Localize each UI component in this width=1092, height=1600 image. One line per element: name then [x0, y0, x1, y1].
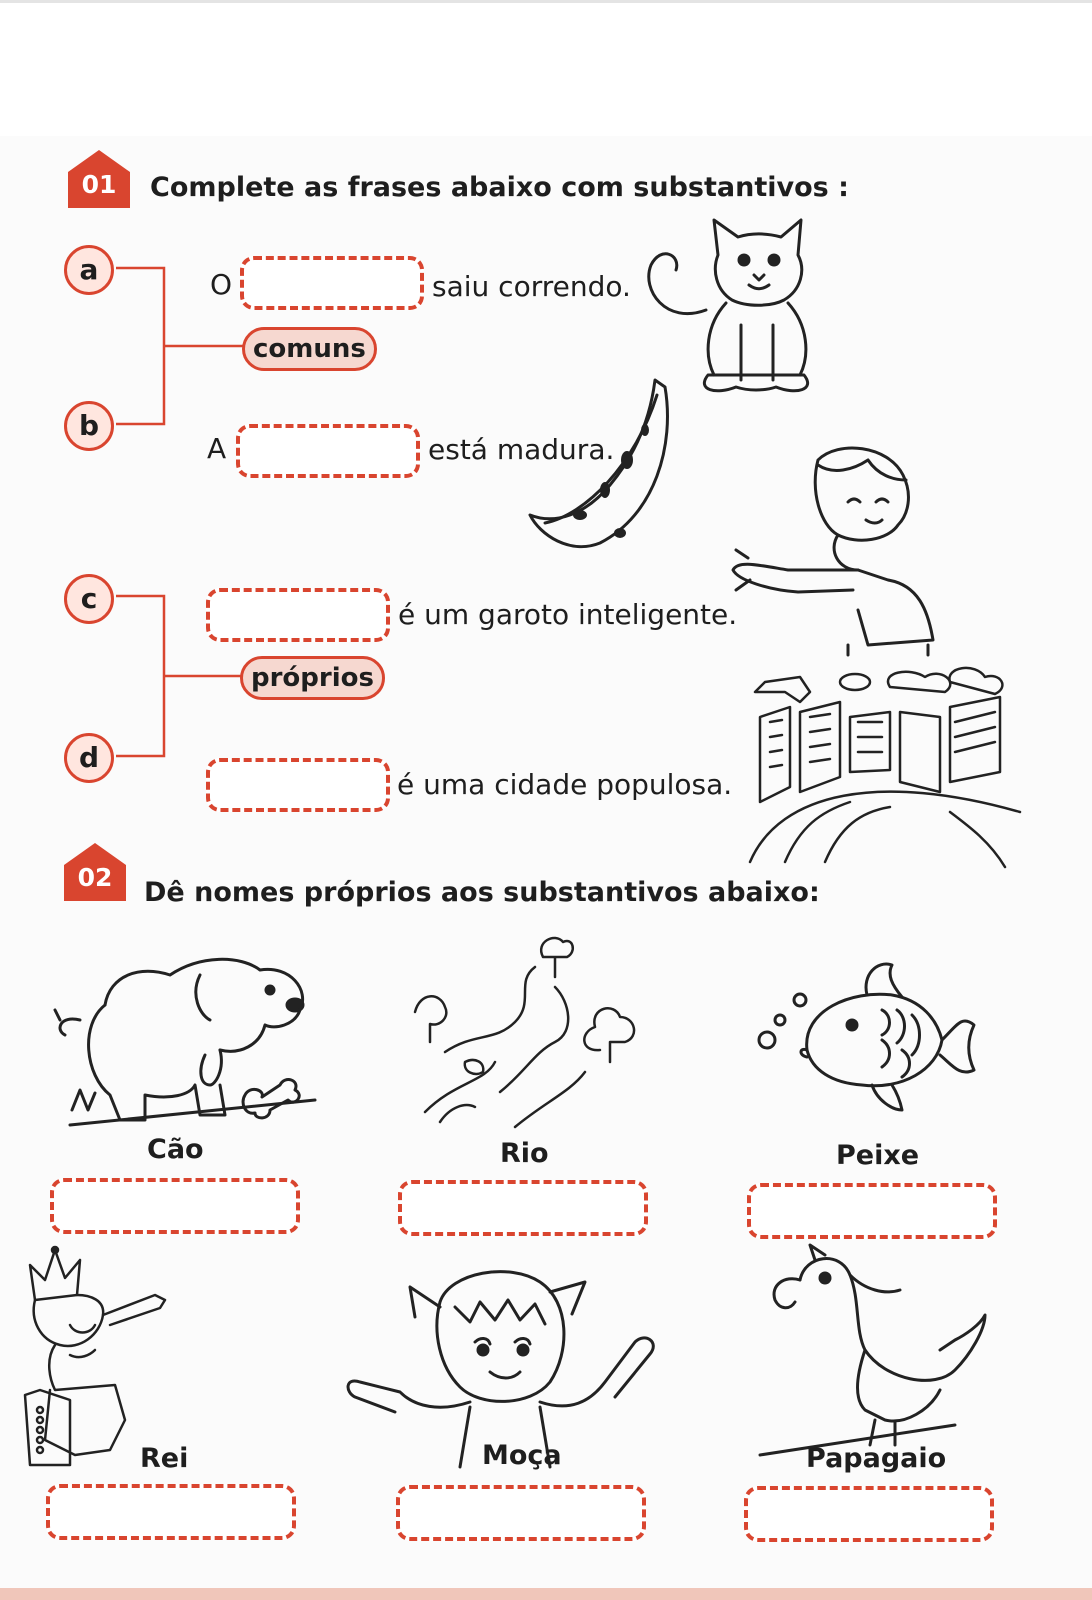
city-icon: [740, 662, 1035, 872]
sentence-a-before: O: [210, 268, 233, 301]
item-moca-label: Moça: [482, 1440, 562, 1471]
cat-icon: [636, 215, 826, 400]
item-papagaio-label: Papagaio: [806, 1443, 947, 1474]
item-rei-label: Rei: [140, 1443, 189, 1474]
sentence-b-answer-box[interactable]: [236, 424, 420, 478]
group-proprios-label: próprios: [240, 656, 385, 700]
item-c-letter: c: [64, 574, 114, 624]
exercise-1-number: 01: [81, 170, 117, 199]
item-b-letter: b: [64, 401, 114, 451]
sentence-d-answer-box[interactable]: [206, 758, 390, 812]
exercise-2-badge: [64, 843, 126, 901]
sentence-c-answer-box[interactable]: [206, 588, 390, 642]
group-comuns-label: comuns: [242, 327, 377, 371]
parrot-icon: [755, 1240, 990, 1465]
sentence-b-before: A: [207, 432, 227, 465]
exercise-2-number: 02: [77, 863, 113, 892]
sentence-c-after: é um garoto inteligente.: [398, 598, 738, 631]
cao-answer-box[interactable]: [50, 1178, 300, 1234]
sentence-d-after: é uma cidade populosa.: [397, 768, 733, 801]
sentence-a-after: saiu correndo.: [432, 270, 631, 303]
exercise-2-instruction: Dê nomes próprios aos substantivos abaixo:: [144, 877, 820, 908]
moca-answer-box[interactable]: [396, 1485, 646, 1541]
exercise-1-instruction: Complete as frases abaixo com substantivos :: [150, 172, 849, 203]
papagaio-answer-box[interactable]: [744, 1486, 994, 1542]
sentence-a-answer-box[interactable]: [240, 256, 424, 310]
sentence-b-after: está madura.: [428, 433, 615, 466]
page-top-edge: [0, 0, 1092, 3]
page-top-band: [0, 0, 1092, 136]
rei-answer-box[interactable]: [46, 1484, 296, 1540]
item-cao-label: Cão: [147, 1134, 204, 1165]
item-rio-label: Rio: [500, 1138, 549, 1169]
banana-icon: [525, 375, 675, 555]
item-a-letter: a: [64, 245, 114, 295]
boy-icon: [728, 440, 943, 660]
exercise-1-badge: [68, 150, 130, 208]
king-icon: [15, 1240, 175, 1475]
fish-icon: [752, 955, 977, 1125]
page-bottom-strip: [0, 1588, 1092, 1600]
item-peixe-label: Peixe: [836, 1140, 920, 1171]
peixe-answer-box[interactable]: [747, 1183, 997, 1239]
item-d-letter: d: [64, 733, 114, 783]
rio-answer-box[interactable]: [398, 1180, 648, 1236]
dog-icon: [50, 935, 320, 1135]
river-icon: [405, 932, 650, 1132]
